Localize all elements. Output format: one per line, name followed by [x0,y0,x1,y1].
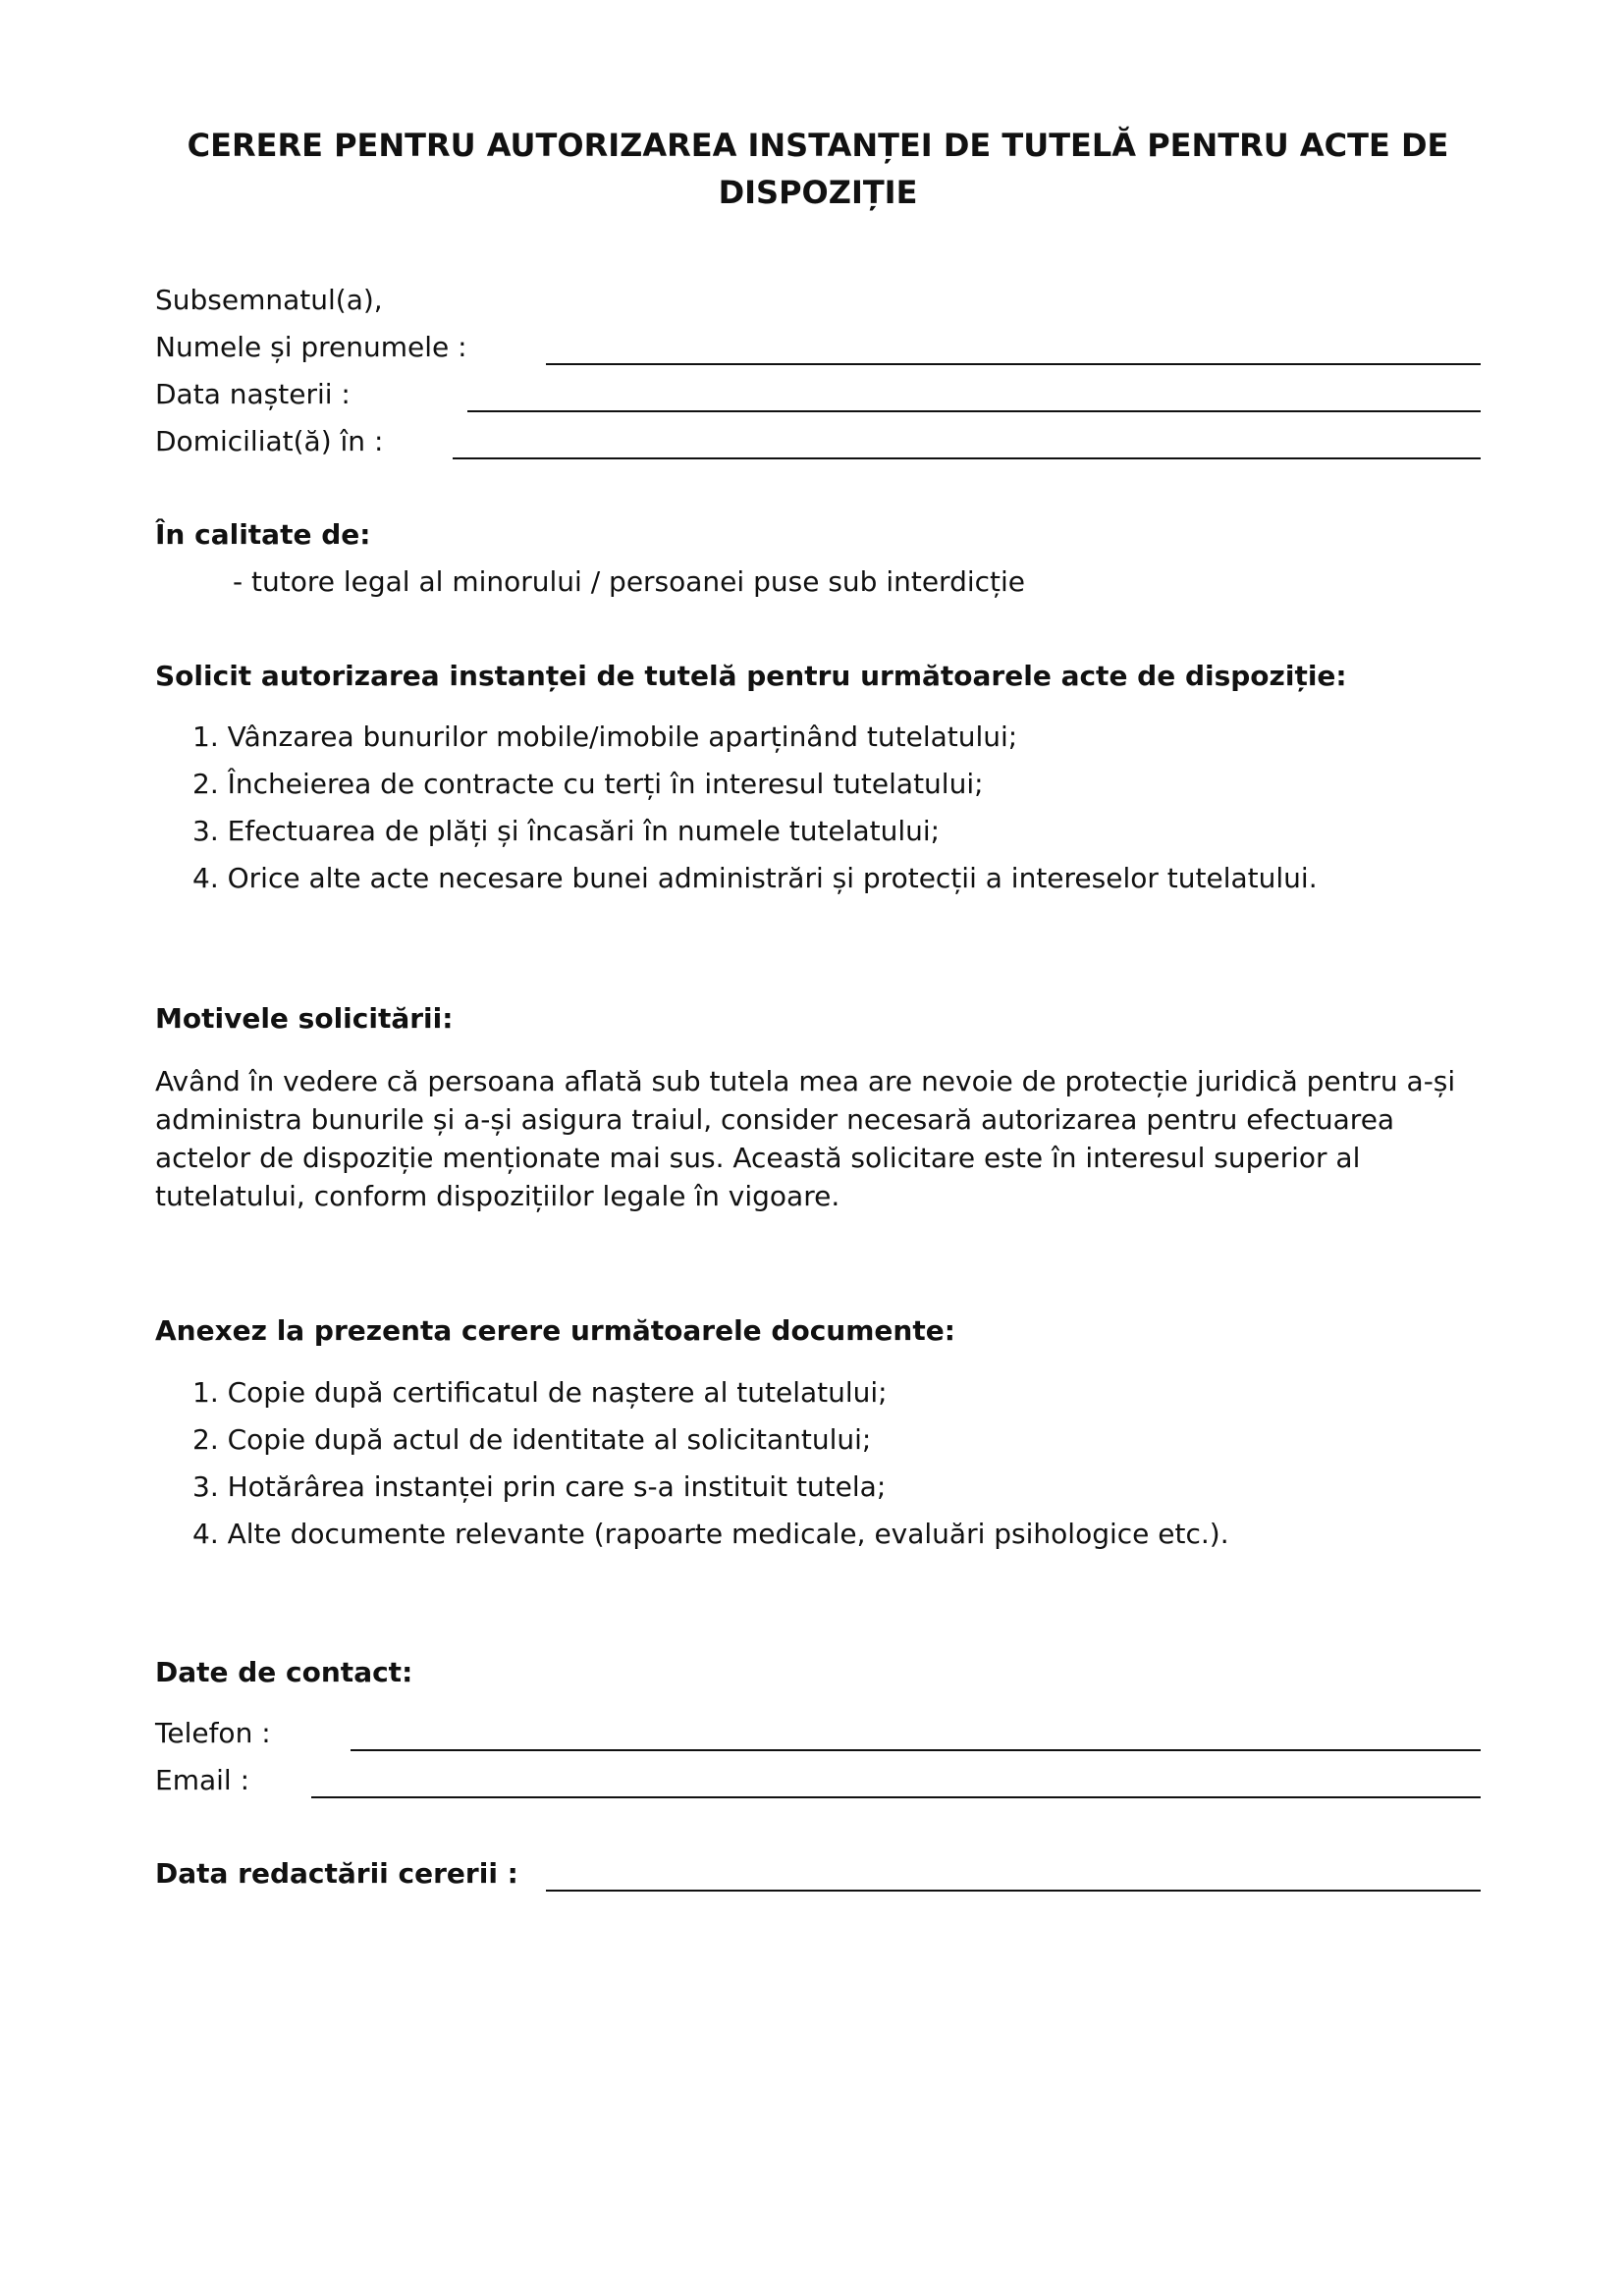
acts-list [192,720,1318,908]
list-item: 2. Copie după actul de identitate al solicitantului; [192,1423,872,1456]
date-field-line[interactable] [546,1890,1481,1892]
capacity-heading: În calitate de: [155,518,371,551]
list-item: 3. Hotărârea instanței prin care s-a instituit tutela; [192,1470,887,1503]
list-item: 4. Orice alte acte necesare bunei administrări și protecții a intereselor tutelatului. [192,862,1318,894]
intro-text: Subsemnatul(a), [155,284,383,316]
date-label: Data redactării cererii : [155,1857,518,1890]
reasons-heading: Motivele solicitării: [155,1002,454,1035]
domicile-field-line[interactable] [453,457,1481,459]
phone-field-line[interactable] [351,1749,1481,1751]
capacity-item: - tutore legal al minorului / persoanei puse sub interdicție [233,565,1026,598]
email-label: Email : [155,1764,250,1796]
domicile-label: Domiciliat(ă) în : [155,425,384,457]
birth-date-label: Data nașterii : [155,378,351,410]
email-field-line[interactable] [311,1796,1481,1798]
reasons-paragraph: Având în vedere că persoana aflată sub tutela mea are nevoie de protecție juridică pentru a-și administra bunurile și a-și asigura traiul, consider necesară autorizarea pentru efectuarea actelor de dispoziție menționate mai sus. Această solicitare este în interesul superior al tutelatului, conform dispozițiilor legale în vigoare. [155,1065,1456,1212]
annexes-list [192,1375,1229,1564]
name-label: Numele și prenumele : [155,331,467,363]
list-item: 1. Vânzarea bunurilor mobile/imobile aparținând tutelatului; [192,721,1018,753]
birth-date-field-line[interactable] [467,410,1481,412]
annexes-heading: Anexez la prezenta cerere următoarele documente: [155,1314,955,1347]
phone-label: Telefon : [155,1717,271,1749]
list-item: 3. Efectuarea de plăți și încasări în numele tutelatului; [192,815,941,847]
list-item: 2. Încheierea de contracte cu terți în interesul tutelatului; [192,768,984,800]
list-item: 1. Copie după certificatul de naștere al tutelatului; [192,1376,888,1409]
document-title: CERERE PENTRU AUTORIZAREA INSTANȚEI DE TUTELĂ PENTRU ACTE DE DISPOZIȚIE [187,127,1449,211]
name-field-line[interactable] [546,363,1481,365]
acts-heading: Solicit autorizarea instanței de tutelă pentru următoarele acte de dispoziție: [155,660,1347,692]
contact-heading: Date de contact: [155,1656,413,1688]
list-item: 4. Alte documente relevante (rapoarte medicale, evaluări psihologice etc.). [192,1518,1229,1550]
